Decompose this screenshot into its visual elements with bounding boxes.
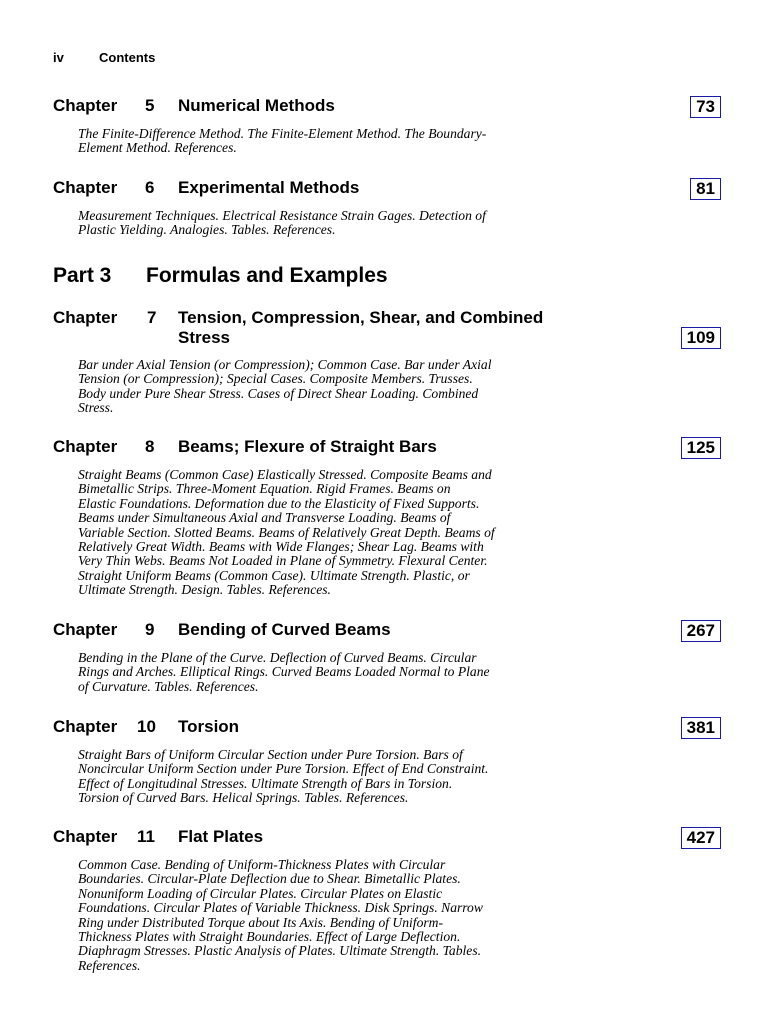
chapter-number: 9 xyxy=(145,620,155,639)
desc-line: Ring under Distributed Torque about Its Axis. Bending of Uniform- xyxy=(78,914,444,930)
chapter-label: Chapter xyxy=(53,308,118,327)
chapter-label: Chapter xyxy=(53,178,118,197)
desc-line: Noncircular Uniform Section under Pure Torsion. Effect of End Constraint. xyxy=(78,761,489,777)
page-link-81[interactable]: 81 xyxy=(690,178,721,200)
desc-line: Common Case. Bending of Uniform-Thickness Plates with Circular xyxy=(78,857,446,872)
desc-line: Boundaries. Circular-Plate Deflection due to Shear. Bimetallic Plates. xyxy=(78,871,461,887)
desc-line: Beams under Simultaneous Axial and Transverse Loading. Beams of xyxy=(78,510,451,526)
desc-line: Body under Pure Shear Stress. Cases of Direct Shear Loading. Combined xyxy=(78,385,479,401)
desc-line: of Curvature. Tables. References. xyxy=(78,678,259,694)
desc-line: Effect of Longitudinal Stresses. Ultimate Strength of Bars in Torsion. xyxy=(78,775,453,791)
desc-line: Plastic Yielding. Analogies. Tables. References. xyxy=(78,222,336,238)
chapter-label: Chapter xyxy=(53,717,118,736)
chapter-title: Experimental Methods xyxy=(178,178,360,197)
desc-line: Straight Beams (Common Case) Elastically Stressed. Composite Beams and xyxy=(78,467,492,482)
chapter-title-line: Tension, Compression, Shear, and Combined xyxy=(178,308,544,327)
part-heading xyxy=(53,264,388,288)
desc-line: Element Method. References. xyxy=(78,140,237,156)
page-link-267[interactable]: 267 xyxy=(681,620,721,642)
page-link-427[interactable]: 427 xyxy=(681,827,721,849)
chapter-description xyxy=(78,858,653,973)
desc-line: Bending in the Plane of the Curve. Deflection of Curved Beams. Circular xyxy=(78,650,477,665)
chapter-heading xyxy=(53,308,721,348)
chapter-label: Chapter xyxy=(53,437,118,456)
chapter-title xyxy=(178,308,648,348)
desc-line: Variable Section. Slotted Beams. Beams of Relatively Great Depth. Beams of xyxy=(78,524,495,540)
chapter-title: Torsion xyxy=(178,717,240,736)
toc-entry-chapter-7 xyxy=(53,308,721,416)
page-link-381[interactable]: 381 xyxy=(681,717,721,739)
chapter-title: Beams; Flexure of Straight Bars xyxy=(178,437,437,456)
chapter-description xyxy=(78,748,653,806)
desc-line: Foundations. Circular Plates of Variable Thickness. Disk Springs. Narrow xyxy=(78,900,483,916)
desc-line: Thickness Plates with Straight Boundaries. Effect of Large Deflection. xyxy=(78,929,461,945)
desc-line: Measurement Techniques. Electrical Resistance Strain Gages. Detection of xyxy=(78,208,486,223)
chapter-description xyxy=(78,651,653,694)
page-link-73[interactable]: 73 xyxy=(690,96,721,118)
chapter-title: Numerical Methods xyxy=(178,96,335,115)
part-label: Part 3 xyxy=(53,264,112,287)
chapter-title-line: Stress xyxy=(178,328,230,347)
desc-line: Straight Bars of Uniform Circular Section under Pure Torsion. Bars of xyxy=(78,747,463,762)
desc-line: Ultimate Strength. Design. Tables. References. xyxy=(78,582,331,598)
desc-line: Nonuniform Loading of Circular Plates. Circular Plates on Elastic xyxy=(78,885,443,901)
desc-line: Bar under Axial Tension (or Compression); Common Case. Bar under Axial xyxy=(78,357,492,372)
chapter-number: 8 xyxy=(145,437,155,456)
chapter-label: Chapter xyxy=(53,620,118,639)
desc-line: Very Thin Webs. Beams Not Loaded in Plane of Symmetry. Flexural Center. xyxy=(78,553,488,569)
chapter-title: Flat Plates xyxy=(178,827,264,846)
chapter-number: 10 xyxy=(137,717,156,736)
running-head xyxy=(53,50,155,65)
chapter-number: 7 xyxy=(147,308,157,327)
desc-line: Torsion of Curved Bars. Helical Springs. Tables. References. xyxy=(78,790,409,806)
desc-line: Stress. xyxy=(78,400,114,416)
part-title: Formulas and Examples xyxy=(146,264,388,287)
chapter-number: 11 xyxy=(137,827,155,846)
chapter-number: 6 xyxy=(145,178,155,197)
desc-line: Relatively Great Width. Beams with Wide Flanges; Shear Lag. Beams with xyxy=(78,539,484,555)
chapter-description xyxy=(78,127,653,156)
desc-line: Bimetallic Strips. Three-Moment Equation. Rigid Frames. Beams on xyxy=(78,481,451,497)
chapter-label: Chapter xyxy=(53,827,118,846)
desc-line: Straight Uniform Beams (Common Case). Ultimate Strength. Plastic, or xyxy=(78,567,470,583)
chapter-title: Bending of Curved Beams xyxy=(178,620,391,639)
chapter-label: Chapter xyxy=(53,96,118,115)
page-link-125[interactable]: 125 xyxy=(681,437,721,459)
running-head-title: Contents xyxy=(99,50,156,65)
page-link-109[interactable]: 109 xyxy=(681,327,721,349)
chapter-description xyxy=(78,358,653,416)
desc-line: The Finite-Difference Method. The Finite-Element Method. The Boundary- xyxy=(78,126,487,141)
chapter-number: 5 xyxy=(145,96,155,115)
page-number: iv xyxy=(53,50,64,65)
desc-line: Elastic Foundations. Deformation due to the Elasticity of Fixed Supports. xyxy=(78,495,480,511)
desc-line: References. xyxy=(78,957,141,973)
chapter-description xyxy=(78,209,653,238)
desc-line: Tension (or Compression); Special Cases. Composite Members. Trusses. xyxy=(78,371,473,387)
desc-line: Diaphragm Stresses. Plastic Analysis of Plates. Ultimate Strength. Tables. xyxy=(78,943,482,959)
chapter-description xyxy=(78,468,653,598)
desc-line: Rings and Arches. Elliptical Rings. Curved Beams Loaded Normal to Plane xyxy=(78,664,490,680)
